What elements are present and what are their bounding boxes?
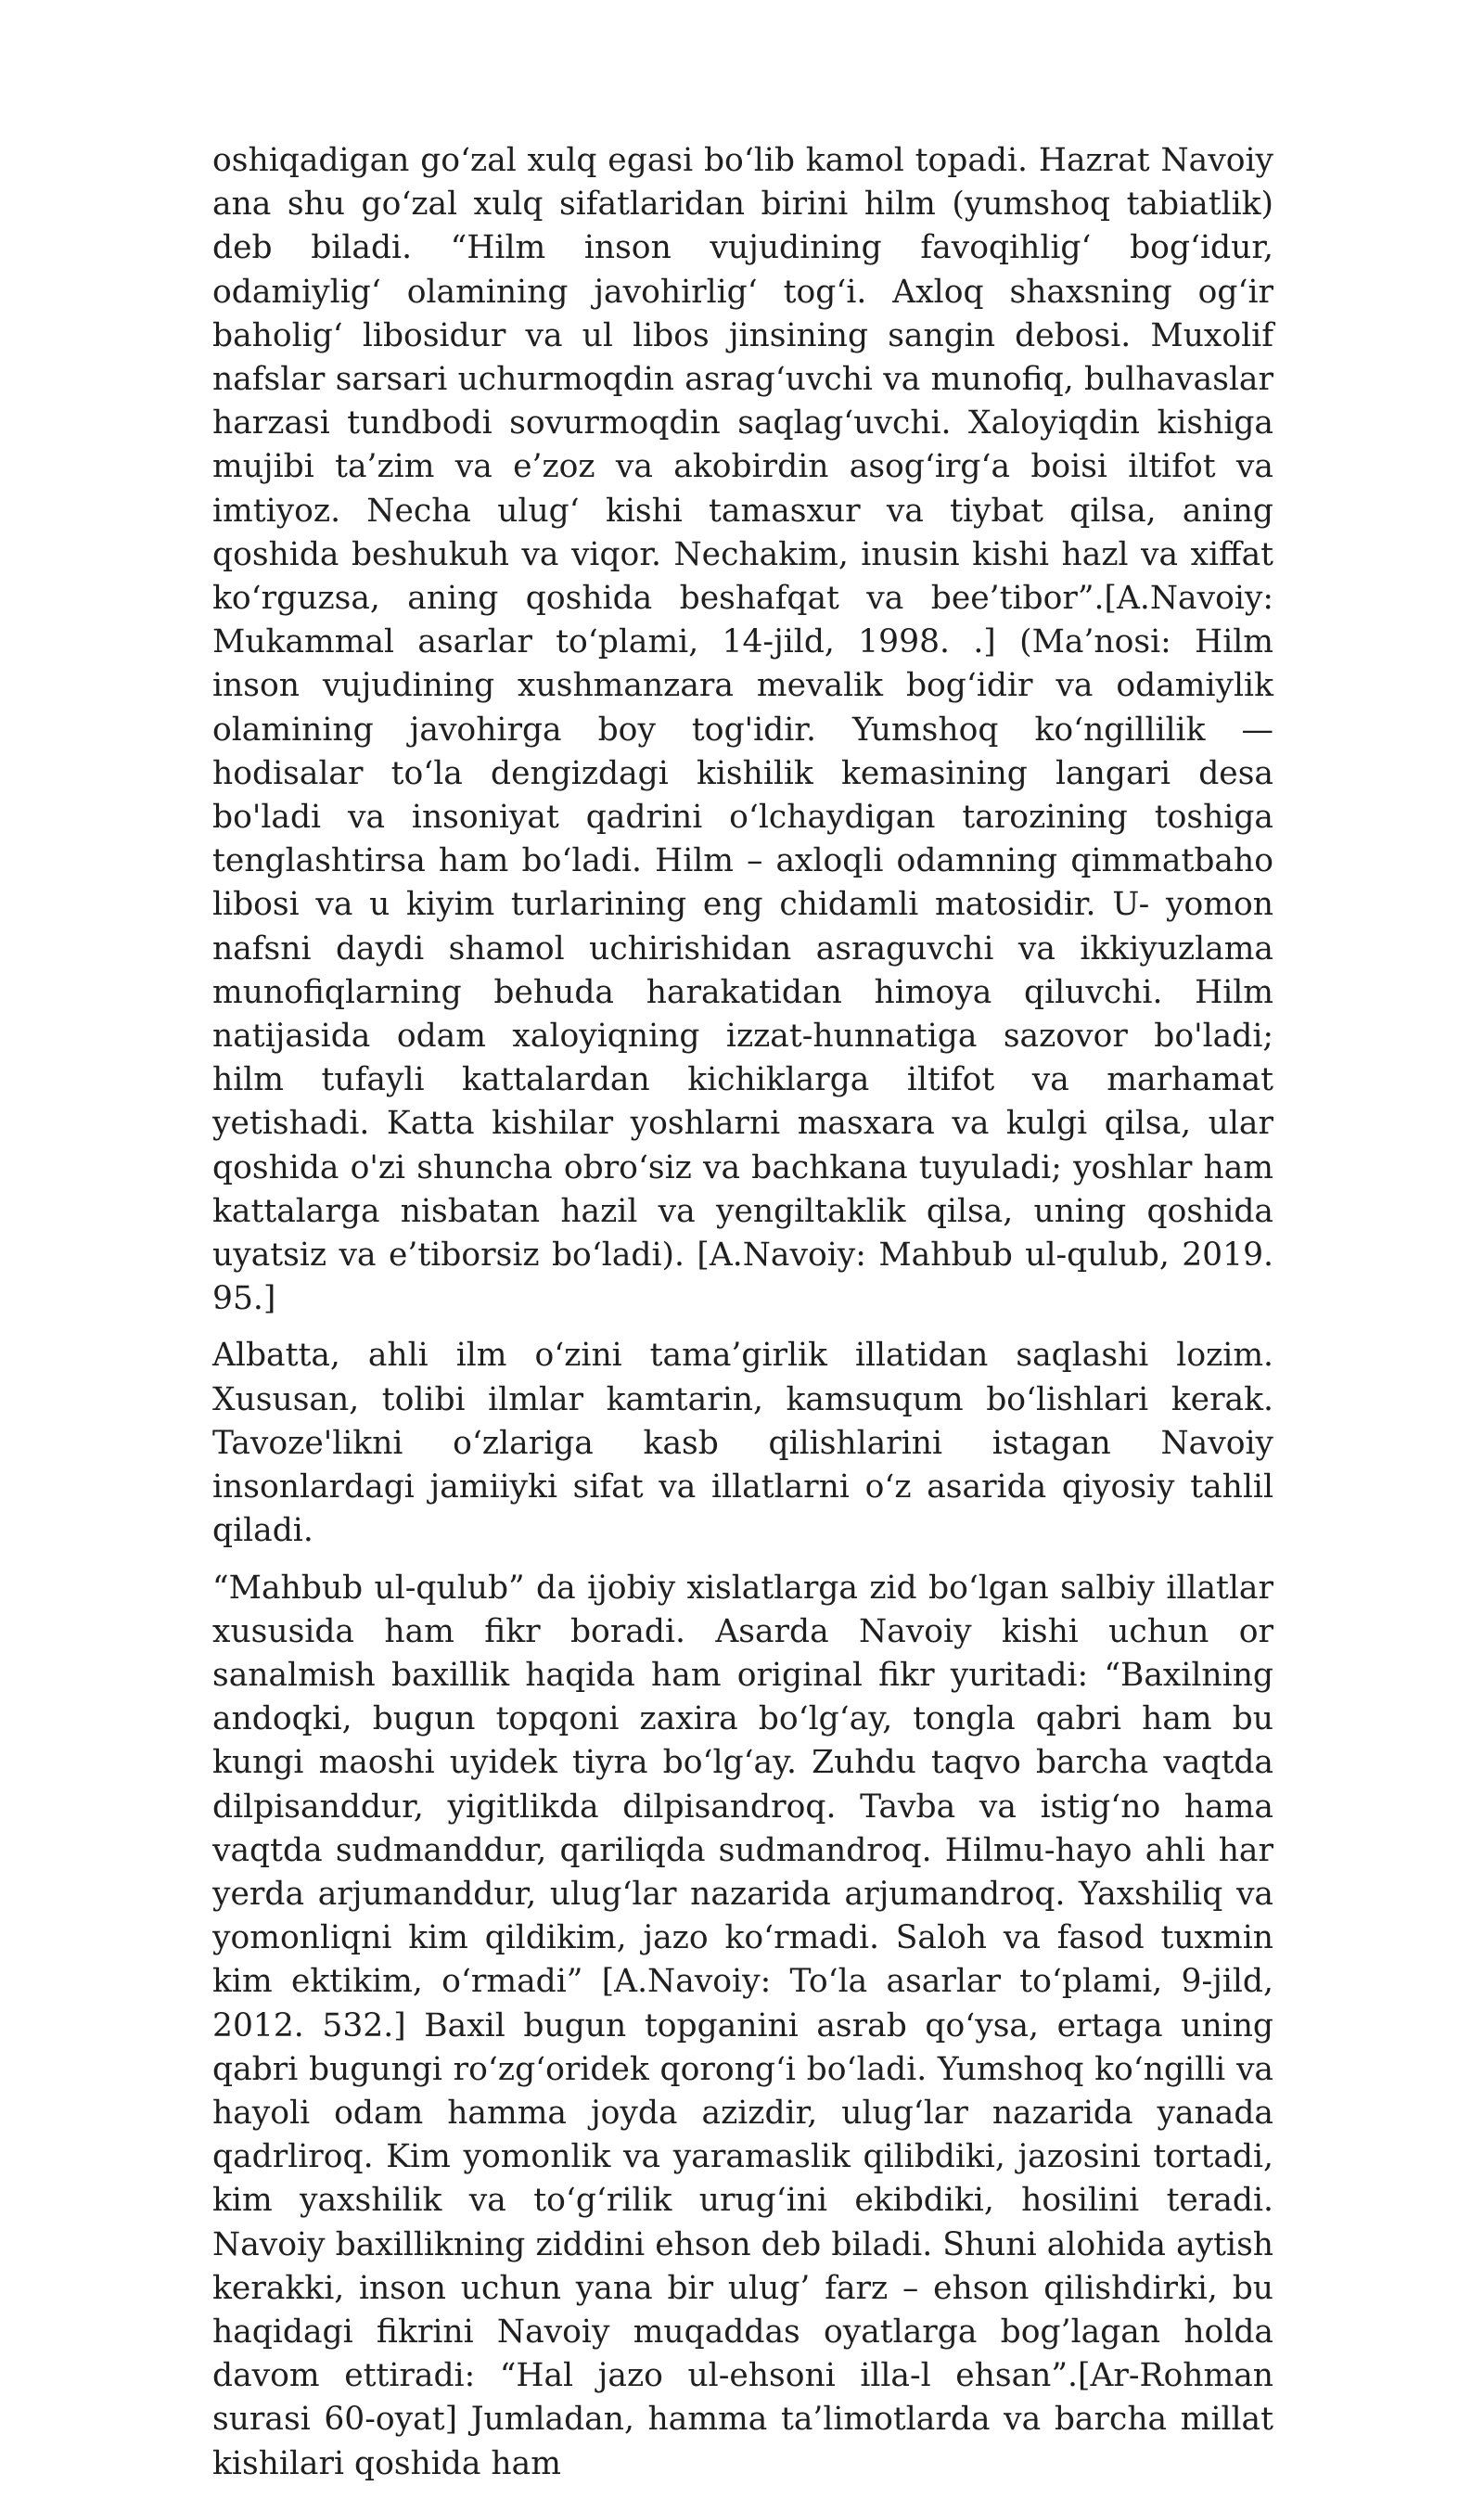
paragraph-ahli-ilm: Albatta, ahli ilm o‘zini tama’girlik illatidan saqlashi lozim. Xususan, tolibi ilmlar kamtarin, kamsuqum bo‘lishlari kerak. Tavoze'likni o‘zlariga kasb qilishlarini istagan Navoiy insonlardagi jamiiyki sifat va illatlarni o‘z asarida qiyosiy tahlil qiladi. <box>212 1337 1273 1550</box>
paragraph-mahbub-ul-qulub: “Mahbub ul-qulub” da ijobiy xislatlarga zid bo‘lgan salbiy illatlar xususida ham fikr boradi. Asarda Navoiy kishi uchun or sanalmish baxillik haqida ham original fikr yuritadi: “Baxilning andoqki, bugun topqoni zaxira bo‘lg‘ay, tongla qabri ham bu kungi maoshi uyidek tiyra bo‘lg‘ay. Zuhdu taqvo barcha vaqtda dilpisanddur, yigitlikda dilpisandroq. Tavba va istig‘no hama vaqtda sudmanddur, qariliqda sudmandroq. Hilmu-hayo ahli har yerda arjumanddur, ulug‘lar nazarida arjumandroq. Yaxshiliq va yomonliqni kim qildikim, jazo ko‘rmadi. Saloh va fasod tuxmin kim ektikim, o‘rmadi” [A.Navoiy: To‘la asarlar to‘plami, 9-jild, 2012. 532.] Baxil bugun topganini asrab qo‘ysa, ertaga uning qabri bugungi ro‘zg‘oridek qorong‘i bo‘ladi. Yumshoq ko‘ngilli va hayoli odam hamma joyda azizdir, ulug‘lar nazarida yanada qadrliroq. Kim yomonlik va yaramaslik qilibdiki, jazosini tortadi, kim yaxshilik va to‘g‘rilik urug‘ini ekibdiki, hosilini teradi. Navoiy baxillikning ziddini ehson deb biladi. Shuni alohida aytish kerakki, inson uchun yana bir ulug’ farz – ehson qilishdirki, bu haqidagi fikrini Navoiy muqaddas oyatlarga bog’lagan holda davom ettiradi: “Hal jazo ul-ehsoni illa-l ehsan”.[Ar-Rohman surasi 60-oyat] Jumladan, hamma ta’limotlarda va barcha millat kishilari qoshida ham <box>212 1569 1273 2482</box>
document-page <box>212 139 1273 2499</box>
paragraph-hilm: oshiqadigan go‘zal xulq egasi bo‘lib kamol topadi. Hazrat Navoiy ana shu go‘zal xulq sifatlaridan birini hilm (yumshoq tabiatlik) deb biladi. “Hilm inson vujudining favoqihlig‘ bog‘idur, odamiylig‘ olamining javohirlig‘ tog‘i. Axloq shaxsning og‘ir baholig‘ libosidur va ul libos jinsining sangin debosi. Muxolif nafslar sarsari uchurmoqdin asrag‘uvchi va munofiq, bulhavaslar harzasi tundbodi sovurmoqdin saqlag‘uvchi. Xaloyiqdin kishiga mujibi ta’zim va e’zoz va akobirdin asog‘irg‘a boisi iltifot va imtiyoz. Necha ulug‘ kishi tamasxur va tiybat qilsa, aning qoshida beshukuh va viqor. Nechakim, inusin kishi hazl va xiffat ko‘rguzsa, aning qoshida beshafqat va bee’tibor”.[A.Navoiy: Mukammal asarlar to‘plami, 14-jild, 1998. .] (Ma’nosi: Hilm inson vujudining xushmanzara mevalik bog‘idir va odamiylik olamining javohirga boy tog'idir. Yumshoq ko‘ngillilik — hodisalar to‘la dengizdagi kishilik kemasining langari desa bo'ladi va insoniyat qadrini o‘lchaydigan tarozining toshiga tenglashtirsa ham bo‘ladi. Hilm – axloqli odamning qimmatbaho libosi va u kiyim turlarining eng chidamli matosidir. U- yomon nafsni daydi shamol uchirishidan asraguvchi va ikkiyuzlama munofiqlarning behuda harakatidan himoya qiluvchi. Hilm natijasida odam xaloyiqning izzat-hunnatiga sazovor bo'ladi; hilm tufayli kattalardan kichiklarga iltifot va marhamat yetishadi. Katta kishilar yoshlarni masxara va kulgi qilsa, ular qoshida o'zi shuncha obro‘siz va bachkana tuyuladi; yoshlar ham kattalarga nisbatan hazil va yengiltaklik qilsa, uning qoshida uyatsiz va e’tiborsiz bo‘ladi). [A.Navoiy: Mahbub ul-qulub, 2019. 95.] <box>212 142 1273 1318</box>
